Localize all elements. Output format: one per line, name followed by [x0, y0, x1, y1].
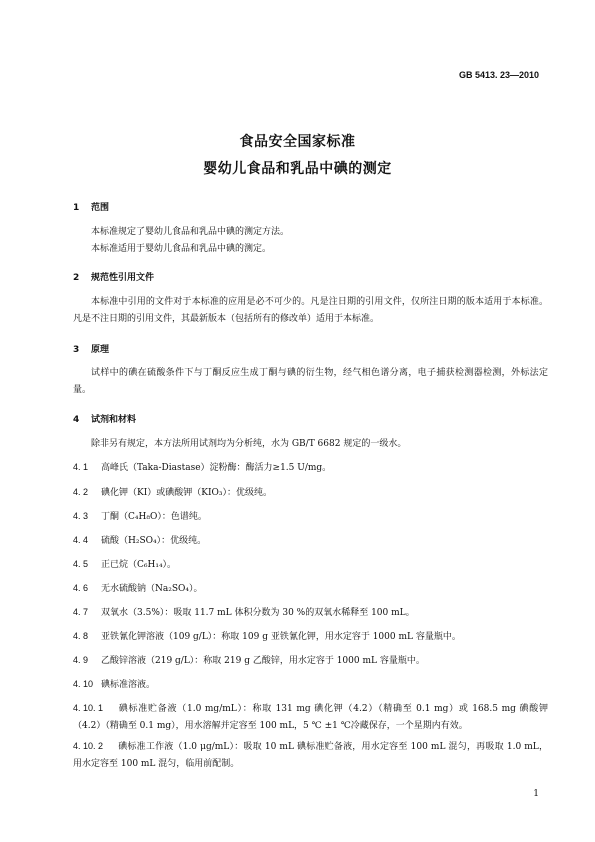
item-text: 碘化钾（KI）或碘酸钾（KIO₃）：优级纯。: [101, 488, 273, 498]
reagent-item: [73, 580, 548, 598]
paragraph-reagents-intro: 除非另有规定，本方法所用试剂均为分析纯，水为 GB/T 6682 规定的一级水。: [91, 439, 407, 449]
item-text: 正已烷（C₆H₁₄）。: [101, 560, 177, 570]
item-number: 4. 3: [73, 511, 89, 521]
paragraph-principle: 试样中的碘在硫酸条件下与丁酮反应生成丁酮与碘的衍生物，经气相色谱分离，电子捕获检测器检测，外标法定量。: [73, 368, 548, 395]
reagent-item: [73, 556, 548, 574]
section-title: 试剂和材料: [91, 415, 137, 425]
reagent-subitem: [73, 700, 548, 735]
item-text: 硫酸（H₂SO₄）：优级纯。: [101, 536, 207, 546]
standard-code: GB 5413. 23—2010: [458, 70, 539, 80]
item-number: 4. 10. 2: [73, 741, 104, 751]
reagent-item: [73, 604, 548, 622]
reagent-item: [73, 628, 548, 646]
item-text: 碘标准工作液（1.0 μg/mL）：吸取 10 mL 碘标准贮备液，用水定容至 100 mL 混匀，再吸取 1.0 mL，用水定容至 100 mL 混匀，临用前配制。: [73, 742, 548, 769]
item-number: 4. 9: [73, 655, 89, 665]
section-title: 范围: [91, 203, 110, 213]
reagent-item: [73, 484, 548, 502]
reagent-item: [73, 652, 548, 670]
reagent-item: [73, 676, 548, 694]
section-heading-reagents: [73, 412, 136, 425]
section-number: 2: [73, 273, 80, 283]
item-number: 4. 4: [73, 535, 89, 545]
page-number: 1: [533, 789, 539, 799]
document-title-line2: 婴幼儿食品和乳品中碘的测定: [203, 161, 392, 177]
item-number: 4. 2: [73, 487, 89, 497]
item-text: 碘标准溶液。: [101, 680, 156, 690]
item-number: 4. 10. 1: [73, 703, 104, 713]
section-heading-references: [73, 270, 154, 283]
reagent-subitem: [73, 738, 548, 773]
section-number: 4: [73, 415, 80, 425]
paragraph-references: 本标准中引用的文件对于本标准的应用是必不可少的。凡是注日期的引用文件，仅所注日期的版本适用于本标准。凡是不注日期的引用文件，其最新版本（包括所有的修改单）适用于本标准。: [73, 297, 548, 324]
section-title: 规范性引用文件: [91, 273, 155, 283]
item-text: 丁酮（C₄H₈O）：色谱纯。: [101, 512, 207, 522]
section-heading-scope: [73, 200, 109, 213]
section-number: 1: [73, 203, 80, 213]
item-text: 双氧水（3.5%）：吸取 11.7 mL 体积分数为 30 %的双氧水稀释至 100 mL。: [101, 608, 415, 618]
section-heading-principle: [73, 342, 109, 355]
item-number: 4. 1: [73, 462, 89, 472]
section-number: 3: [73, 345, 80, 355]
reagent-item: [73, 508, 548, 526]
section-title: 原理: [91, 345, 110, 355]
item-text: 碘标准贮备液（1.0 mg/mL）：称取 131 mg 碘化钾（4.2）（精确至 0.1 mg）或 168.5 mg 碘酸钾（4.2）（精确至 0.1 mg），用水溶解并定容至 100 mL，5 ℃ ±1 ℃冷藏保存，一个星期内有效。: [73, 704, 548, 731]
document-title-line1: 食品安全国家标准: [239, 134, 356, 150]
item-number: 4. 8: [73, 631, 89, 641]
paragraph-scope-1: 本标准规定了婴幼儿食品和乳品中碘的测定方法。: [91, 227, 290, 237]
item-text: 乙酸锌溶液（219 g/L）：称取 219 g 乙酸锌，用水定容于 1000 mL 容量瓶中。: [101, 656, 425, 666]
reagent-item: [73, 459, 548, 477]
item-text: 无水硫酸钠（Na₂SO₄）。: [101, 584, 203, 594]
item-number: 4. 6: [73, 583, 89, 593]
item-number: 4. 10: [73, 679, 94, 689]
reagent-item: [73, 532, 548, 550]
item-text: 亚铁氰化钾溶液（109 g/L）：称取 109 g 亚铁氰化钾，用水定容于 1000 mL 容量瓶中。: [101, 632, 461, 642]
item-number: 4. 7: [73, 607, 89, 617]
item-text: 高峰氏（Taka-Diastase）淀粉酶：酶活力≥1.5 U/mg。: [101, 463, 332, 473]
paragraph-scope-2: 本标准适用于婴幼儿食品和乳品中碘的测定。: [91, 244, 272, 254]
item-number: 4. 5: [73, 559, 89, 569]
